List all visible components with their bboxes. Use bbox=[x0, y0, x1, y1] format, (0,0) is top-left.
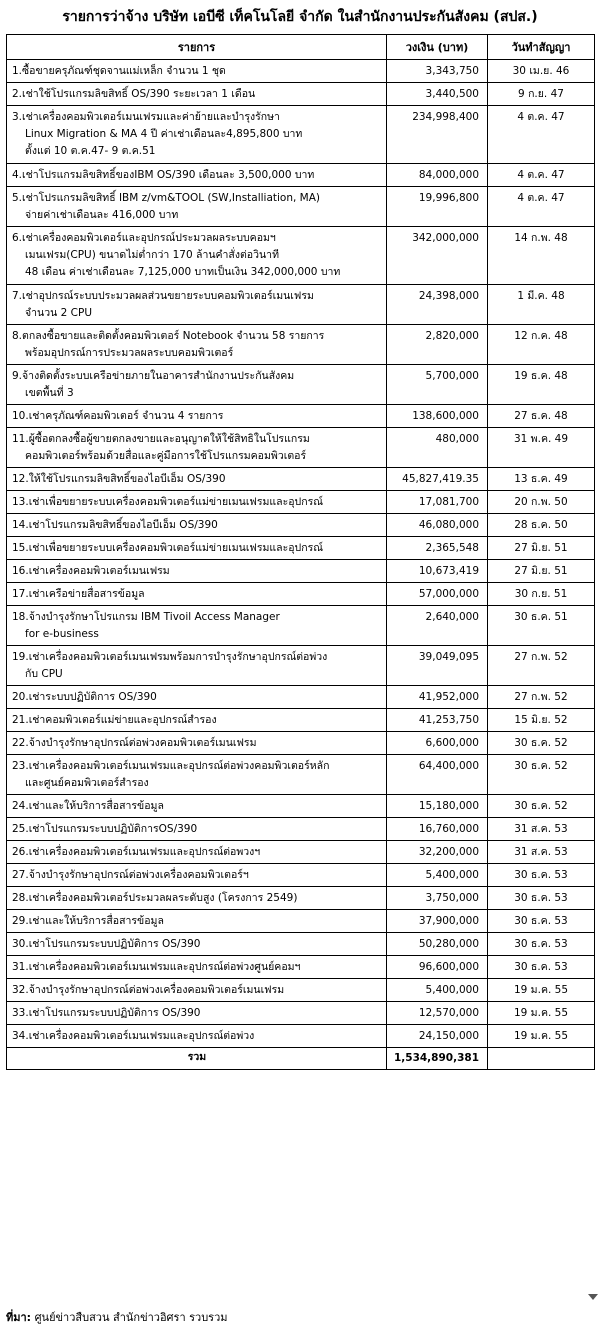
date-cell: 12 ก.ค. 48 bbox=[488, 325, 595, 365]
date-cell: 4 ต.ค. 47 bbox=[488, 164, 595, 187]
amount-cell: 32,200,000 bbox=[387, 841, 488, 864]
item-line: 31.เช่าเครื่องคอมพิวเตอร์เมนเฟรมและอุปกรณ์ต่อพ่วงศูนย์คอมฯ bbox=[12, 961, 301, 973]
date-cell: 30 ก.ย. 51 bbox=[488, 583, 595, 606]
item-line: 23.เช่าเครื่องคอมพิวเตอร์เมนเฟรมและอุปกรณ์ต่อพ่วงคอมพิวเตอร์หลัก bbox=[12, 760, 330, 772]
item-line: 18.จ้างบำรุงรักษาโปรแกรม IBM Tivoil Access Manager bbox=[12, 611, 280, 623]
table-row bbox=[7, 227, 595, 285]
date-cell: 30 ธ.ค. 53 bbox=[488, 910, 595, 933]
amount-cell: 2,365,548 bbox=[387, 537, 488, 560]
amount-cell: 17,081,700 bbox=[387, 491, 488, 514]
item-cell bbox=[7, 405, 387, 428]
date-cell: 30 ธ.ค. 52 bbox=[488, 732, 595, 755]
date-cell: 27 ก.พ. 52 bbox=[488, 686, 595, 709]
table-row bbox=[7, 887, 595, 910]
item-line: จ่ายค่าเช่าเดือนละ 416,000 บาท bbox=[25, 209, 179, 221]
item-line: กับ CPU bbox=[25, 668, 63, 680]
item-cell bbox=[7, 106, 387, 164]
table-row bbox=[7, 187, 595, 227]
amount-cell: 96,600,000 bbox=[387, 956, 488, 979]
item-line: 32.จ้างบำรุงรักษาอุปกรณ์ต่อพ่วงเครื่องคอมพิวเตอร์เมนเฟรม bbox=[12, 984, 285, 996]
item-line: เมนเฟรม(CPU) ขนาดไม่ต่ำกว่า 170 ล้านคำสั่งต่อวินาที bbox=[25, 249, 279, 261]
item-line: ตั้งแต่ 10 ต.ค.47- 9 ต.ค.51 bbox=[25, 145, 156, 157]
item-cell bbox=[7, 537, 387, 560]
date-cell: 19 ธ.ค. 48 bbox=[488, 365, 595, 405]
date-cell: 27 มิ.ย. 51 bbox=[488, 537, 595, 560]
item-line: 14.เช่าโปรแกรมลิขสิทธิ์ของไอบีเอ็ม OS/390 bbox=[12, 519, 218, 531]
item-line: 8.ตกลงซื้อขายและติดตั้งคอมพิวเตอร์ Notebook จำนวน 58 รายการ bbox=[12, 330, 325, 342]
item-cell bbox=[7, 468, 387, 491]
amount-cell: 64,400,000 bbox=[387, 755, 488, 795]
amount-cell: 41,952,000 bbox=[387, 686, 488, 709]
table-row bbox=[7, 428, 595, 468]
date-cell: 30 ธ.ค. 53 bbox=[488, 956, 595, 979]
amount-cell: 39,049,095 bbox=[387, 646, 488, 686]
date-cell: 30 เม.ย. 46 bbox=[488, 60, 595, 83]
table-row bbox=[7, 60, 595, 83]
item-line: 27.จ้างบำรุงรักษาอุปกรณ์ต่อพ่วงเครื่องคอมพิวเตอร์ฯ bbox=[12, 869, 249, 881]
table-row bbox=[7, 910, 595, 933]
table-row bbox=[7, 285, 595, 325]
total-label: รวม bbox=[7, 1048, 387, 1070]
item-line: 1.ซื้อขายครุภัณฑ์ชุดจานแม่เหล็ก จำนวน 1 ชุด bbox=[12, 65, 226, 77]
amount-cell: 84,000,000 bbox=[387, 164, 488, 187]
item-cell bbox=[7, 841, 387, 864]
table-row bbox=[7, 755, 595, 795]
date-cell: 1 มี.ค. 48 bbox=[488, 285, 595, 325]
header-date: วันทำสัญญา bbox=[488, 35, 595, 60]
item-cell bbox=[7, 818, 387, 841]
item-line: 6.เช่าเครื่องคอมพิวเตอร์และอุปกรณ์ประมวลผลระบบคอมฯ bbox=[12, 232, 276, 244]
item-line: 2.เช่าใช้โปรแกรมลิขสิทธิ์ OS/390 ระยะเวลา 1 เดือน bbox=[12, 88, 256, 100]
amount-cell: 12,570,000 bbox=[387, 1002, 488, 1025]
amount-cell: 57,000,000 bbox=[387, 583, 488, 606]
item-line: for e-business bbox=[25, 628, 99, 640]
item-line: 13.เช่าเพื่อขยายระบบเครื่องคอมพิวเตอร์แม่ข่ายเมนเฟรมและอุปกรณ์ bbox=[12, 496, 323, 508]
triangle-marker-icon bbox=[588, 1294, 598, 1300]
table-row bbox=[7, 732, 595, 755]
amount-cell: 19,996,800 bbox=[387, 187, 488, 227]
total-amount: 1,534,890,381 bbox=[387, 1048, 488, 1070]
date-cell: 30 ธ.ค. 53 bbox=[488, 933, 595, 956]
item-cell bbox=[7, 560, 387, 583]
item-line: 24.เช่าและให้บริการสื่อสารข้อมูล bbox=[12, 800, 164, 812]
date-cell: 14 ก.พ. 48 bbox=[488, 227, 595, 285]
table-row bbox=[7, 583, 595, 606]
amount-cell: 5,400,000 bbox=[387, 864, 488, 887]
item-line: 30.เช่าโปรแกรมระบบปฏิบัติการ OS/390 bbox=[12, 938, 201, 950]
amount-cell: 45,827,419.35 bbox=[387, 468, 488, 491]
item-cell bbox=[7, 646, 387, 686]
source-note bbox=[6, 1308, 228, 1326]
date-cell: 30 ธ.ค. 52 bbox=[488, 755, 595, 795]
item-line: Linux Migration & MA 4 ปี ค่าเช่าเดือนละ4,895,800 บาท bbox=[25, 128, 303, 140]
table-row bbox=[7, 491, 595, 514]
header-item: รายการ bbox=[7, 35, 387, 60]
item-cell bbox=[7, 164, 387, 187]
item-cell bbox=[7, 285, 387, 325]
date-cell: 27 ธ.ค. 48 bbox=[488, 405, 595, 428]
amount-cell: 24,398,000 bbox=[387, 285, 488, 325]
item-cell bbox=[7, 755, 387, 795]
date-cell: 31 ส.ค. 53 bbox=[488, 818, 595, 841]
item-line: 22.จ้างบำรุงรักษาอุปกรณ์ต่อพ่วงคอมพิวเตอร์เมนเฟรม bbox=[12, 737, 257, 749]
table-row bbox=[7, 468, 595, 491]
amount-cell: 3,343,750 bbox=[387, 60, 488, 83]
item-line: เขตพื้นที่ 3 bbox=[25, 387, 74, 399]
item-line: 17.เช่าเครือข่ายสื่อสารข้อมูล bbox=[12, 588, 145, 600]
item-cell bbox=[7, 60, 387, 83]
item-cell bbox=[7, 1002, 387, 1025]
item-line: 26.เช่าเครื่องคอมพิวเตอร์เมนเฟรมและอุปกรณ์ต่อพวงฯ bbox=[12, 846, 261, 858]
amount-cell: 342,000,000 bbox=[387, 227, 488, 285]
amount-cell: 5,700,000 bbox=[387, 365, 488, 405]
table-row bbox=[7, 709, 595, 732]
item-line: 20.เช่าระบบปฏิบัติการ OS/390 bbox=[12, 691, 157, 703]
date-cell: 4 ต.ค. 47 bbox=[488, 106, 595, 164]
table-row bbox=[7, 365, 595, 405]
item-line: 29.เช่าและให้บริการสื่อสารข้อมูล bbox=[12, 915, 164, 927]
contract-table bbox=[6, 34, 595, 1070]
item-cell bbox=[7, 956, 387, 979]
amount-cell: 15,180,000 bbox=[387, 795, 488, 818]
date-cell: 30 ธ.ค. 53 bbox=[488, 887, 595, 910]
amount-cell: 24,150,000 bbox=[387, 1025, 488, 1048]
table-row bbox=[7, 956, 595, 979]
item-line: จำนวน 2 CPU bbox=[25, 307, 93, 319]
amount-cell: 138,600,000 bbox=[387, 405, 488, 428]
item-line: 12.ให้ใช้โปรแกรมลิขสิทธิ์ของไอบีเอ็ม OS/390 bbox=[12, 473, 226, 485]
table-row bbox=[7, 979, 595, 1002]
table-row bbox=[7, 1025, 595, 1048]
date-cell: 27 ก.พ. 52 bbox=[488, 646, 595, 686]
item-cell bbox=[7, 887, 387, 910]
item-cell bbox=[7, 491, 387, 514]
total-row bbox=[7, 1048, 595, 1070]
table-row bbox=[7, 325, 595, 365]
table-row bbox=[7, 537, 595, 560]
table-row bbox=[7, 106, 595, 164]
item-line: 33.เช่าโปรแกรมระบบปฏิบัติการ OS/390 bbox=[12, 1007, 201, 1019]
item-cell bbox=[7, 732, 387, 755]
amount-cell: 480,000 bbox=[387, 428, 488, 468]
item-cell bbox=[7, 795, 387, 818]
item-line: 5.เช่าโปรแกรมลิขสิทธิ์ IBM z/vm&TOOL (SW,Installiation, MA) bbox=[12, 192, 321, 204]
item-line: 4.เช่าโปรแกรมลิขสิทธิ์ของIBM OS/390 เดือนละ 3,500,000 บาท bbox=[12, 169, 315, 181]
amount-cell: 234,998,400 bbox=[387, 106, 488, 164]
table-row bbox=[7, 514, 595, 537]
item-cell bbox=[7, 514, 387, 537]
item-line: 48 เดือน ค่าเช่าเดือนละ 7,125,000 บาทเป็นเงิน 342,000,000 บาท bbox=[25, 266, 341, 278]
table-row bbox=[7, 164, 595, 187]
item-cell bbox=[7, 325, 387, 365]
table-row bbox=[7, 83, 595, 106]
table-row bbox=[7, 1002, 595, 1025]
item-cell bbox=[7, 1025, 387, 1048]
item-line: 11.ผู้ซื้อตกลงซื้อผู้ขายตกลงขายและอนุญาตให้ใช้สิทธิในโปรแกรม bbox=[12, 433, 310, 445]
item-cell bbox=[7, 606, 387, 646]
date-cell: 30 ธ.ค. 52 bbox=[488, 795, 595, 818]
item-line: 15.เช่าเพื่อขยายระบบเครื่องคอมพิวเตอร์แม่ข่ายเมนเฟรมและอุปกรณ์ bbox=[12, 542, 323, 554]
total-date bbox=[488, 1048, 595, 1070]
table-row bbox=[7, 841, 595, 864]
table-row bbox=[7, 864, 595, 887]
item-cell bbox=[7, 864, 387, 887]
table-header-row bbox=[7, 35, 595, 60]
date-cell: 30 ธ.ค. 51 bbox=[488, 606, 595, 646]
table-row bbox=[7, 686, 595, 709]
item-line: และศูนย์คอมพิวเตอร์สำรอง bbox=[25, 777, 149, 789]
date-cell: 19 ม.ค. 55 bbox=[488, 1025, 595, 1048]
amount-cell: 3,440,500 bbox=[387, 83, 488, 106]
date-cell: 13 ธ.ค. 49 bbox=[488, 468, 595, 491]
amount-cell: 10,673,419 bbox=[387, 560, 488, 583]
item-line: 16.เช่าเครื่องคอมพิวเตอร์เมนเฟรม bbox=[12, 565, 170, 577]
item-line: 7.เช่าอุปกรณ์ระบบประมวลผลส่วนขยายระบบคอมพิวเตอร์เมนเฟรม bbox=[12, 290, 314, 302]
document-title: รายการว่าจ้าง บริษัท เอบีซี เท็คโนโลยี จำกัด ในสำนักงานประกันสังคม (สปส.) bbox=[62, 9, 538, 25]
date-cell: 31 พ.ค. 49 bbox=[488, 428, 595, 468]
item-cell bbox=[7, 709, 387, 732]
item-line: 34.เช่าเครื่องคอมพิวเตอร์เมนเฟรมและอุปกรณ์ต่อพ่วง bbox=[12, 1030, 255, 1042]
item-cell bbox=[7, 686, 387, 709]
amount-cell: 2,820,000 bbox=[387, 325, 488, 365]
amount-cell: 2,640,000 bbox=[387, 606, 488, 646]
item-cell bbox=[7, 83, 387, 106]
amount-cell: 16,760,000 bbox=[387, 818, 488, 841]
item-line: พร้อมอุปกรณ์การประมวลผลระบบคอมพิวเตอร์ bbox=[25, 347, 234, 359]
item-cell bbox=[7, 227, 387, 285]
item-line: 28.เช่าเครื่องคอมพิวเตอร์ประมวลผลระดับสูง (โครงการ 2549) bbox=[12, 892, 298, 904]
item-line: 9.จ้างติดตั้งระบบเครือข่ายภายในอาคารสำนักงานประกันสังคม bbox=[12, 370, 295, 382]
date-cell: 4 ต.ค. 47 bbox=[488, 187, 595, 227]
date-cell: 19 ม.ค. 55 bbox=[488, 979, 595, 1002]
item-line: 25.เช่าโปรแกรมระบบปฏิบัติการOS/390 bbox=[12, 823, 198, 835]
amount-cell: 46,080,000 bbox=[387, 514, 488, 537]
date-cell: 30 ธ.ค. 53 bbox=[488, 864, 595, 887]
table-row bbox=[7, 646, 595, 686]
source-text: ศูนย์ข่าวสืบสวน สำนักข่าวอิศรา รวบรวม bbox=[34, 1311, 228, 1324]
date-cell: 15 มิ.ย. 52 bbox=[488, 709, 595, 732]
date-cell: 9 ก.ย. 47 bbox=[488, 83, 595, 106]
item-line: 21.เช่าคอมพิวเตอร์แม่ข่ายและอุปกรณ์สำรอง bbox=[12, 714, 217, 726]
date-cell: 27 มิ.ย. 51 bbox=[488, 560, 595, 583]
date-cell: 20 ก.พ. 50 bbox=[488, 491, 595, 514]
item-cell bbox=[7, 428, 387, 468]
date-cell: 28 ธ.ค. 50 bbox=[488, 514, 595, 537]
item-cell bbox=[7, 365, 387, 405]
item-line: คอมพิวเตอร์พร้อมด้วยสื่อและคู่มือการใช้โปรแกรมคอมพิวเตอร์ bbox=[25, 450, 307, 462]
source-label: ที่มา: bbox=[6, 1311, 32, 1324]
item-line: 10.เช่าครุภัณฑ์คอมพิวเตอร์ จำนวน 4 รายการ bbox=[12, 410, 224, 422]
amount-cell: 6,600,000 bbox=[387, 732, 488, 755]
item-cell bbox=[7, 979, 387, 1002]
amount-cell: 5,400,000 bbox=[387, 979, 488, 1002]
item-cell bbox=[7, 910, 387, 933]
item-cell bbox=[7, 187, 387, 227]
table-row bbox=[7, 795, 595, 818]
amount-cell: 3,750,000 bbox=[387, 887, 488, 910]
item-line: 19.เช่าเครื่องคอมพิวเตอร์เมนเฟรมพร้อมการบำรุงรักษาอุปกรณ์ต่อพ่วง bbox=[12, 651, 328, 663]
amount-cell: 41,253,750 bbox=[387, 709, 488, 732]
item-cell bbox=[7, 583, 387, 606]
date-cell: 31 ส.ค. 53 bbox=[488, 841, 595, 864]
table-row bbox=[7, 405, 595, 428]
item-line: 3.เช่าเครื่องคอมพิวเตอร์เมนเฟรมและค่าย้ายและบำรุงรักษา bbox=[12, 111, 280, 123]
item-cell bbox=[7, 933, 387, 956]
amount-cell: 37,900,000 bbox=[387, 910, 488, 933]
table-row bbox=[7, 933, 595, 956]
header-amount: วงเงิน (บาท) bbox=[387, 35, 488, 60]
table-row bbox=[7, 818, 595, 841]
table-row bbox=[7, 606, 595, 646]
table-row bbox=[7, 560, 595, 583]
amount-cell: 50,280,000 bbox=[387, 933, 488, 956]
table-body bbox=[7, 60, 595, 1048]
date-cell: 19 ม.ค. 55 bbox=[488, 1002, 595, 1025]
